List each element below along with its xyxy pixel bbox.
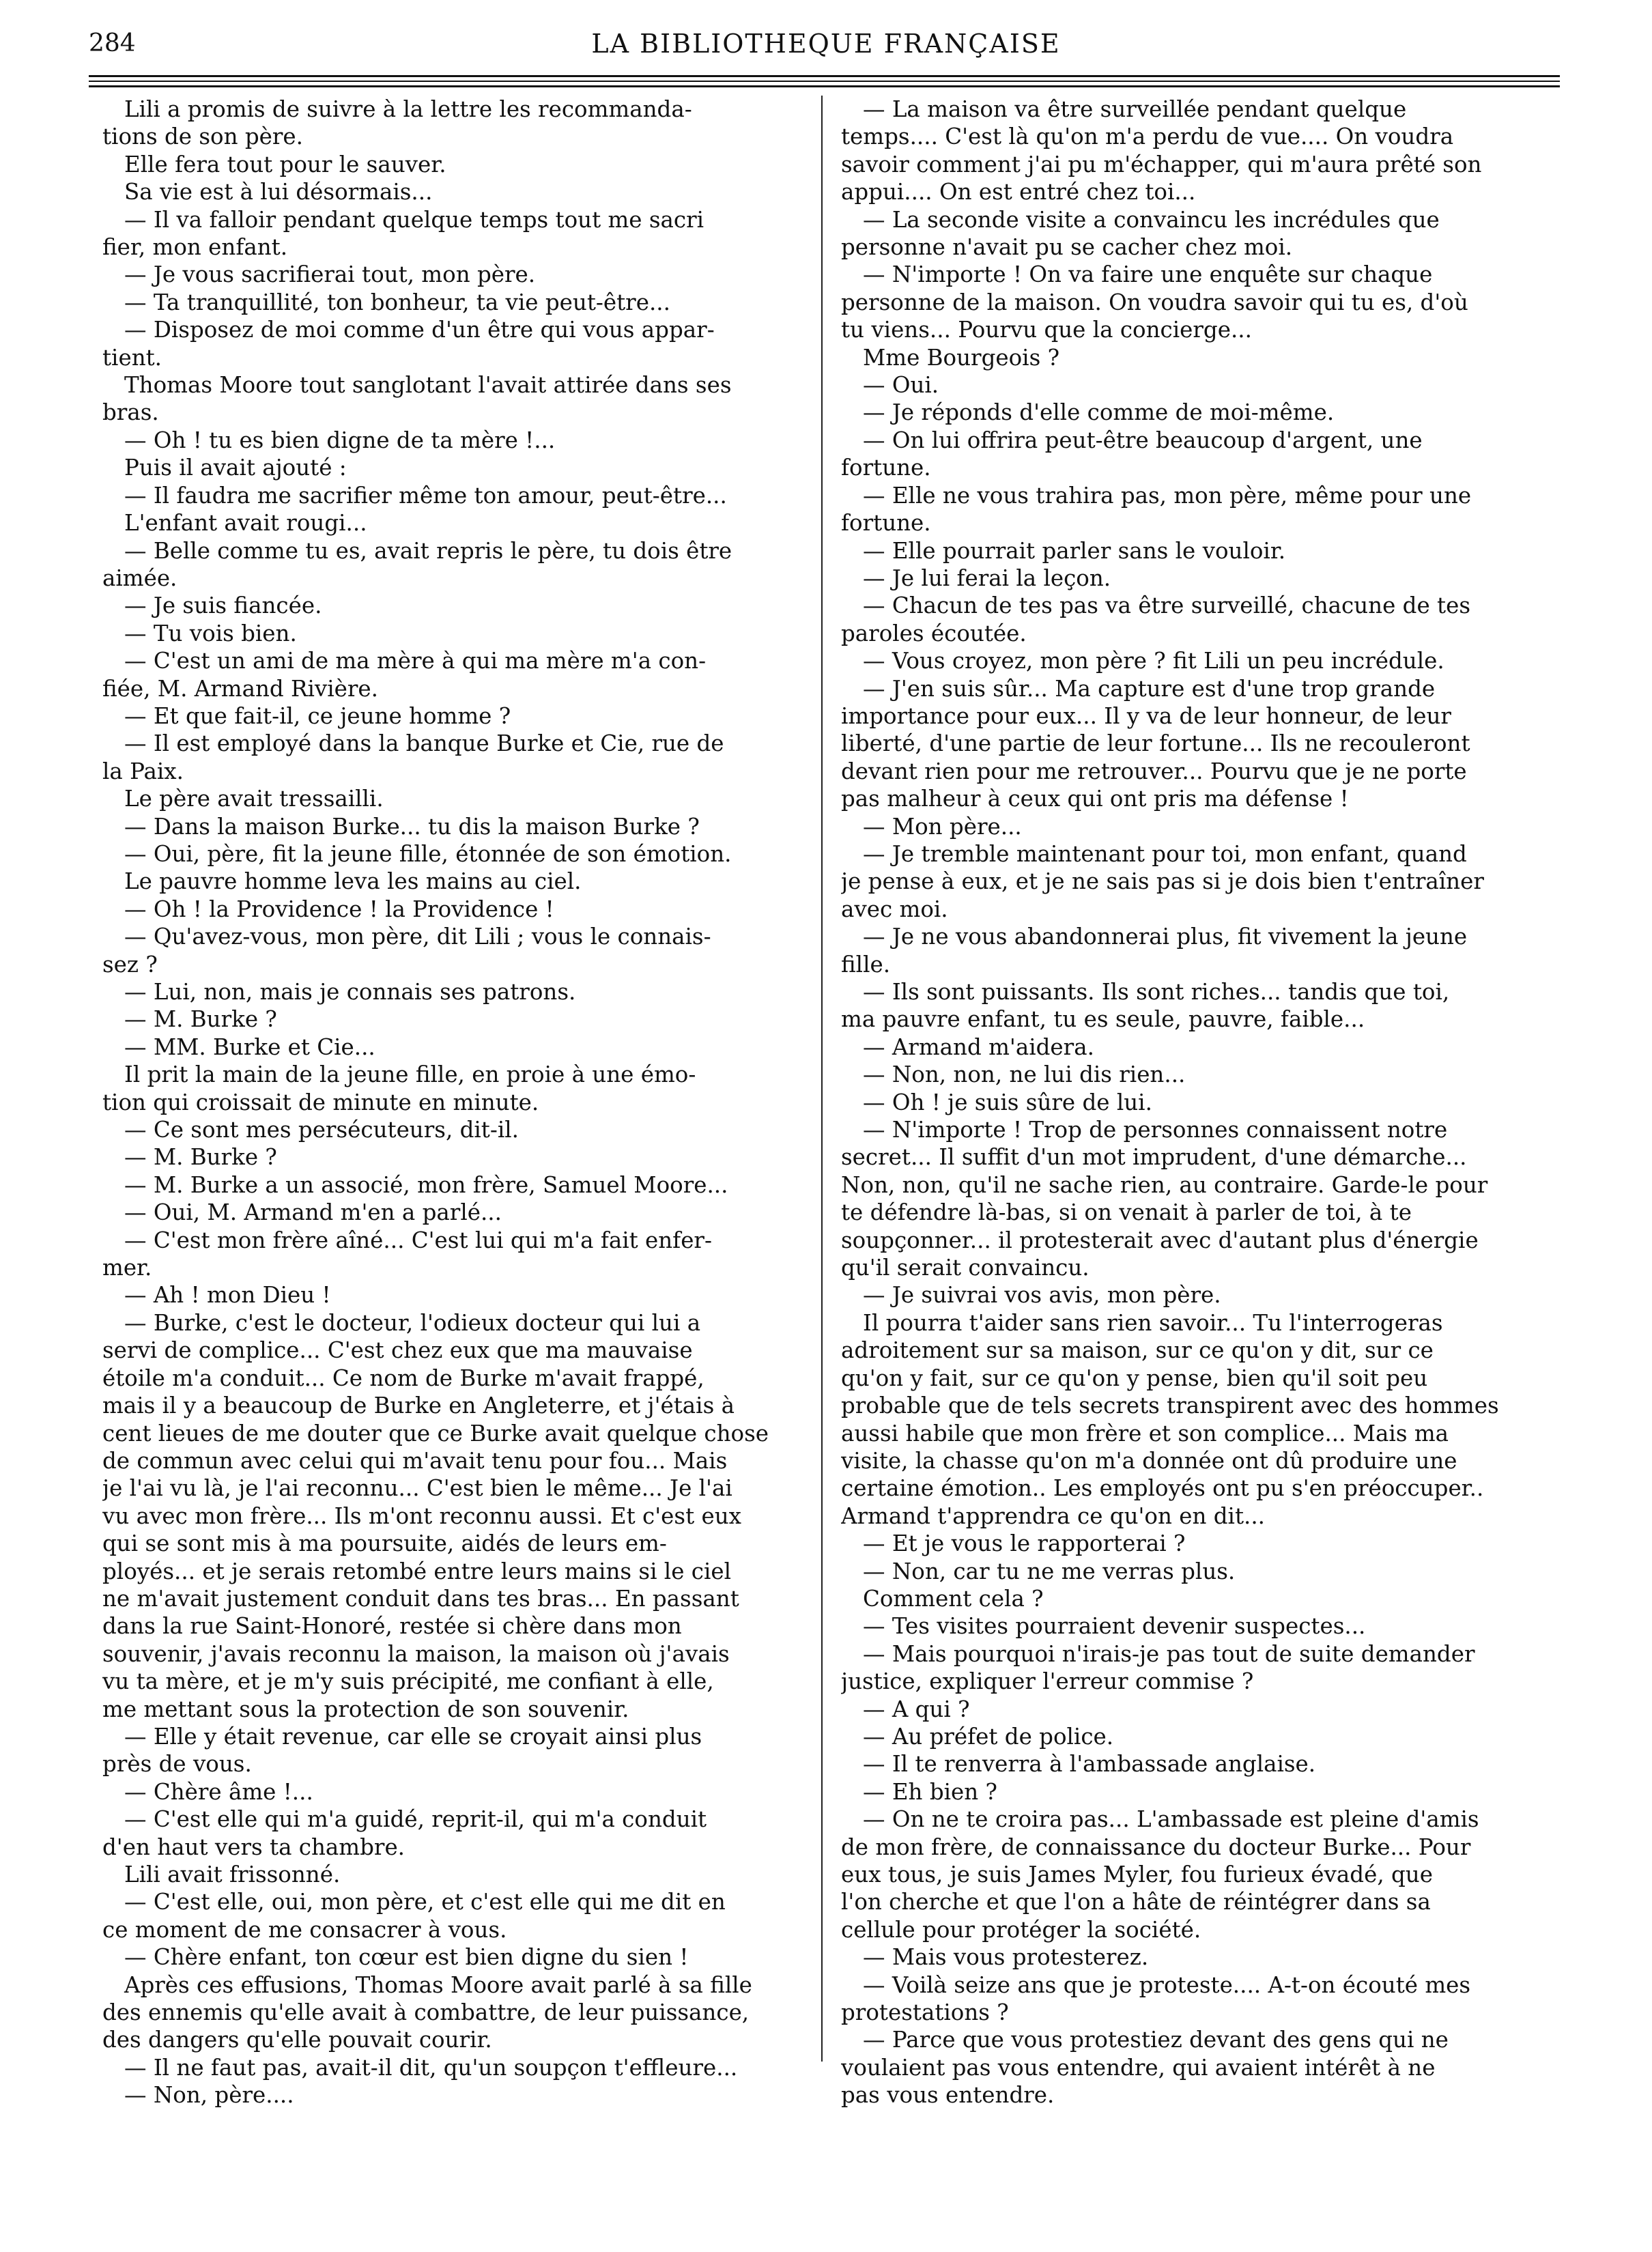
text-line: — C'est elle, oui, mon père, et c'est elle qui me dit en xyxy=(124,1889,726,1915)
right-column xyxy=(841,96,1554,2109)
text-line: fiée, M. Armand Rivière. xyxy=(102,675,378,702)
running-title: LA BIBLIOTHEQUE FRANÇAISE xyxy=(591,29,1061,59)
text-line: — Non, car tu ne me verras plus. xyxy=(863,1558,1236,1584)
text-line: — Elle ne vous trahira pas, mon père, même pour une xyxy=(863,482,1472,509)
text-line: visite, la chasse qu'on m'a donnée ont dû produire une xyxy=(841,1447,1457,1474)
text-line: souvenir, j'avais reconnu la maison, la maison où j'avais xyxy=(102,1640,730,1667)
text-line: me mettant sous la protection de son souvenir. xyxy=(102,1696,629,1722)
text-line: secret... Il suffit d'un mot imprudent, d'une démarche... xyxy=(841,1144,1467,1171)
text-line: d'en haut vers ta chambre. xyxy=(102,1834,405,1860)
text-line: Il pourra t'aider sans rien savoir... Tu l'interrogeras xyxy=(863,1309,1443,1336)
text-line: qui se sont mis à ma poursuite, aidés de leurs em- xyxy=(102,1530,667,1557)
text-line: — M. Burke ? xyxy=(124,1006,277,1033)
text-line: — C'est mon frère aîné... C'est lui qui m'a fait enfer- xyxy=(124,1227,712,1253)
text-line: Il prit la main de la jeune fille, en proie à une émo- xyxy=(124,1061,696,1088)
text-line: des ennemis qu'elle avait à combattre, de leur puissance, xyxy=(102,1999,750,2026)
text-line: — J'en suis sûr... Ma capture est d'une trop grande xyxy=(863,675,1436,702)
text-line: — Je réponds d'elle comme de moi-même. xyxy=(863,399,1335,426)
text-line: — Oh ! la Providence ! la Providence ! xyxy=(124,896,554,922)
text-line: appui.... On est entré chez toi... xyxy=(841,179,1196,205)
text-line: — Et que fait-il, ce jeune homme ? xyxy=(124,702,511,729)
text-line: — M. Burke a un associé, mon frère, Samuel Moore... xyxy=(124,1171,728,1198)
text-line: — Il ne faut pas, avait-il dit, qu'un soupçon t'effleure... xyxy=(124,2054,738,2081)
text-line: tions de son père. xyxy=(102,124,303,150)
text-line: ce moment de me consacrer à vous. xyxy=(102,1916,507,1943)
text-line: — Au préfet de police. xyxy=(863,1723,1114,1750)
page-number: 284 xyxy=(89,29,136,57)
header-rule xyxy=(89,81,1560,82)
text-line: — Oh ! tu es bien digne de ta mère !... xyxy=(124,427,556,453)
text-line: — Armand m'aidera. xyxy=(863,1034,1094,1060)
text-line: — Chère enfant, ton cœur est bien digne du sien ! xyxy=(124,1944,689,1971)
text-line: — Je suivrai vos avis, mon père. xyxy=(863,1282,1221,1309)
text-line: — Il faudra me sacrifier même ton amour, peut-être... xyxy=(124,482,727,509)
text-line: — Voilà seize ans que je proteste.... A-t-on écouté mes xyxy=(863,1971,1471,1998)
text-line: — Je vous sacrifierai tout, mon père. xyxy=(124,261,536,288)
text-line: adroitement sur sa maison, sur ce qu'on y dit, sur ce xyxy=(841,1337,1434,1364)
text-line: Armand t'apprendra ce qu'on en dit... xyxy=(841,1502,1266,1529)
text-line: je pense à eux, et je ne sais pas si je dois bien t'entraîner xyxy=(841,868,1484,895)
text-line: Sa vie est à lui désormais... xyxy=(124,179,433,205)
text-line: temps.... C'est là qu'on m'a perdu de vue.... On voudra xyxy=(841,124,1454,150)
text-line: ployés... et je serais retombé entre leurs mains si le ciel xyxy=(102,1558,731,1584)
text-line: — C'est elle qui m'a guidé, reprit-il, qui m'a conduit xyxy=(124,1806,707,1833)
text-line: — C'est un ami de ma mère à qui ma mère m'a con- xyxy=(124,648,707,674)
text-line: pas vous entendre. xyxy=(841,2082,1055,2109)
text-line: — Et je vous le rapporterai ? xyxy=(863,1530,1186,1557)
text-line: sez ? xyxy=(102,951,158,978)
text-line: L'enfant avait rougi... xyxy=(124,510,367,537)
text-line: fier, mon enfant. xyxy=(102,234,288,261)
text-line: la Paix. xyxy=(102,758,184,784)
text-line: ne m'avait justement conduit dans tes bras... En passant xyxy=(102,1585,739,1612)
text-line: près de vous. xyxy=(102,1751,252,1778)
text-line: liberté, d'une partie de leur fortune... Ils ne recouleront xyxy=(841,730,1470,757)
text-line: Mme Bourgeois ? xyxy=(863,344,1060,371)
text-line: l'on cherche et que l'on a hâte de réintégrer dans sa xyxy=(841,1889,1431,1915)
text-line: — Ce sont mes persécuteurs, dit-il. xyxy=(124,1117,519,1143)
text-line: vu avec mon frère... Ils m'ont reconnu aussi. Et c'est eux xyxy=(102,1502,741,1529)
text-line: — Ta tranquillité, ton bonheur, ta vie peut-être... xyxy=(124,289,670,315)
text-line: savoir comment j'ai pu m'échapper, qui m'aura prêté son xyxy=(841,151,1482,177)
text-line: — Chacun de tes pas va être surveillé, chacune de tes xyxy=(863,593,1471,619)
text-line: bras. xyxy=(102,399,159,426)
text-line: qu'on y fait, sur ce qu'on y pense, bien qu'il soit peu xyxy=(841,1365,1428,1391)
text-line: importance pour eux... Il y va de leur honneur, de leur xyxy=(841,702,1451,729)
text-line: — Oh ! je suis sûre de lui. xyxy=(863,1089,1152,1115)
text-line: fortune. xyxy=(841,510,931,537)
text-line: — MM. Burke et Cie... xyxy=(124,1034,375,1060)
text-line: — La maison va être surveillée pendant quelque xyxy=(863,96,1407,122)
text-line: des dangers qu'elle pouvait courir. xyxy=(102,2027,492,2053)
text-line: de commun avec celui qui m'avait tenu pour fou... Mais xyxy=(102,1447,728,1474)
text-line: — Burke, c'est le docteur, l'odieux docteur qui lui a xyxy=(124,1309,701,1336)
text-line: aimée. xyxy=(102,565,177,591)
text-line: Thomas Moore tout sanglotant l'avait attirée dans ses xyxy=(124,372,732,399)
text-line: — A qui ? xyxy=(863,1696,970,1722)
header-rule xyxy=(89,75,1560,77)
text-line: vu ta mère, et je m'y suis précipité, me confiant à elle, xyxy=(102,1668,714,1695)
text-line: ma pauvre enfant, tu es seule, pauvre, faible... xyxy=(841,1006,1365,1033)
text-line: Puis il avait ajouté : xyxy=(124,455,347,481)
text-line: — Chère âme !... xyxy=(124,1778,313,1805)
text-line: — Disposez de moi comme d'un être qui vous appar- xyxy=(124,317,715,343)
text-line: tient. xyxy=(102,344,162,371)
text-line: — Mais pourquoi n'irais-je pas tout de suite demander xyxy=(863,1640,1475,1667)
header-rule xyxy=(89,85,1560,87)
text-line: te défendre là-bas, si on venait à parler de toi, à te xyxy=(841,1199,1412,1226)
text-line: étoile m'a conduit... Ce nom de Burke m'avait frappé, xyxy=(102,1365,704,1391)
text-line: mais il y a beaucoup de Burke en Angleterre, et j'étais à xyxy=(102,1393,735,1419)
text-line: de mon frère, de connaissance du docteur Burke... Pour xyxy=(841,1834,1471,1860)
text-line: — Il va falloir pendant quelque temps tout me sacri xyxy=(124,206,704,233)
text-line: — On lui offrira peut-être beaucoup d'argent, une xyxy=(863,427,1423,453)
text-line: personne n'avait pu se cacher chez moi. xyxy=(841,234,1293,261)
text-line: servi de complice... C'est chez eux que ma mauvaise xyxy=(102,1337,693,1364)
text-line: — N'importe ! Trop de personnes connaissent notre xyxy=(863,1117,1448,1143)
text-line: mer. xyxy=(102,1255,152,1281)
text-line: certaine émotion.. Les employés ont pu s'en préoccuper.. xyxy=(841,1475,1484,1502)
page-header xyxy=(89,30,1563,78)
left-column xyxy=(102,96,816,2109)
text-line: — Eh bien ? xyxy=(863,1778,997,1805)
text-line: — Je tremble maintenant pour toi, mon enfant, quand xyxy=(863,840,1467,867)
text-line: Après ces effusions, Thomas Moore avait parlé à sa fille xyxy=(124,1971,752,1998)
text-line: — Elle pourrait parler sans le vouloir. xyxy=(863,537,1286,564)
text-line: fortune. xyxy=(841,455,931,481)
text-line: paroles écoutée. xyxy=(841,620,1027,646)
text-line: — Tu vois bien. xyxy=(124,620,297,646)
text-line: je l'ai vu là, je l'ai reconnu... C'est bien le même... Je l'ai xyxy=(102,1475,732,1502)
text-line: — Non, père.... xyxy=(124,2082,294,2109)
text-line: tion qui croissait de minute en minute. xyxy=(102,1089,539,1115)
text-line: — On ne te croira pas... L'ambassade est pleine d'amis xyxy=(863,1806,1479,1833)
text-line: — Non, non, ne lui dis rien... xyxy=(863,1061,1186,1088)
text-line: Comment cela ? xyxy=(863,1585,1044,1612)
text-line: — Il te renverra à l'ambassade anglaise. xyxy=(863,1751,1316,1778)
text-line: — Dans la maison Burke... tu dis la maison Burke ? xyxy=(124,813,700,840)
column-divider xyxy=(821,96,823,2062)
text-line: — Il est employé dans la banque Burke et Cie, rue de xyxy=(124,730,724,757)
text-line: — M. Burke ? xyxy=(124,1144,277,1171)
text-line: cent lieues de me douter que ce Burke avait quelque chose xyxy=(102,1420,769,1446)
text-line: — Belle comme tu es, avait repris le père, tu dois être xyxy=(124,537,732,564)
text-line: fille. xyxy=(841,951,891,978)
text-line: eux tous, je suis James Myler, fou furieux évadé, que xyxy=(841,1862,1433,1887)
text-line: — Oui, père, fit la jeune fille, étonnée de son émotion. xyxy=(124,840,732,867)
text-line: Le père avait tressailli. xyxy=(124,786,384,812)
text-line: soupçonner... il protesterait avec d'autant plus d'énergie xyxy=(841,1227,1479,1253)
text-line: — Je lui ferai la leçon. xyxy=(863,565,1111,591)
text-line: — Tes visites pourraient devenir suspectes... xyxy=(863,1613,1366,1640)
text-line: — N'importe ! On va faire une enquête sur chaque xyxy=(863,261,1433,288)
text-line: voulaient pas vous entendre, qui avaient intérêt à ne xyxy=(841,2054,1436,2081)
text-line: aussi habile que mon frère et son complice... Mais ma xyxy=(841,1420,1449,1446)
text-line: justice, expliquer l'erreur commise ? xyxy=(841,1668,1254,1695)
text-line: personne de la maison. On voudra savoir qui tu es, d'où xyxy=(841,289,1468,315)
text-line: — Je suis fiancée. xyxy=(124,593,322,619)
text-line: tu viens... Pourvu que la concierge... xyxy=(841,317,1252,343)
text-line: — Parce que vous protestiez devant des gens qui ne xyxy=(863,2027,1449,2053)
text-line: protestations ? xyxy=(841,1999,1009,2026)
text-line: Le pauvre homme leva les mains au ciel. xyxy=(124,868,582,895)
text-line: — Je ne vous abandonnerai plus, fit vivement la jeune xyxy=(863,924,1468,950)
text-line: Non, non, qu'il ne sache rien, au contraire. Garde-le pour xyxy=(841,1171,1488,1198)
text-line: avec moi. xyxy=(841,896,948,922)
text-line: — Elle y était revenue, car elle se croyait ainsi plus xyxy=(124,1723,702,1750)
text-line: — Lui, non, mais je connais ses patrons. xyxy=(124,979,576,1005)
text-line: — La seconde visite a convaincu les incrédules que xyxy=(863,206,1440,233)
text-line: dans la rue Saint-Honoré, restée si chère dans mon xyxy=(102,1613,682,1640)
text-line: Lili a promis de suivre à la lettre les recommanda- xyxy=(124,96,692,122)
text-line: pas malheur à ceux qui ont pris ma défense ! xyxy=(841,786,1349,812)
text-line: Lili avait frissonné. xyxy=(124,1862,341,1887)
text-line: Elle fera tout pour le sauver. xyxy=(124,151,446,177)
text-line: — Ah ! mon Dieu ! xyxy=(124,1282,331,1309)
text-line: — Oui, M. Armand m'en a parlé... xyxy=(124,1199,502,1226)
text-line: probable que de tels secrets transpirent avec des hommes xyxy=(841,1393,1499,1419)
text-line: — Vous croyez, mon père ? fit Lili un peu incrédule. xyxy=(863,648,1444,674)
text-line: cellule pour protéger la société. xyxy=(841,1916,1201,1943)
text-line: — Mon père... xyxy=(863,813,1022,840)
text-line: — Qu'avez-vous, mon père, dit Lili ; vous le connais- xyxy=(124,924,711,950)
text-line: devant rien pour me retrouver... Pourvu que je ne porte xyxy=(841,758,1467,784)
text-line: qu'il serait convaincu. xyxy=(841,1255,1090,1281)
text-line: — Oui. xyxy=(863,372,939,399)
text-line: — Ils sont puissants. Ils sont riches... tandis que toi, xyxy=(863,979,1450,1005)
text-line: — Mais vous protesterez. xyxy=(863,1944,1149,1971)
